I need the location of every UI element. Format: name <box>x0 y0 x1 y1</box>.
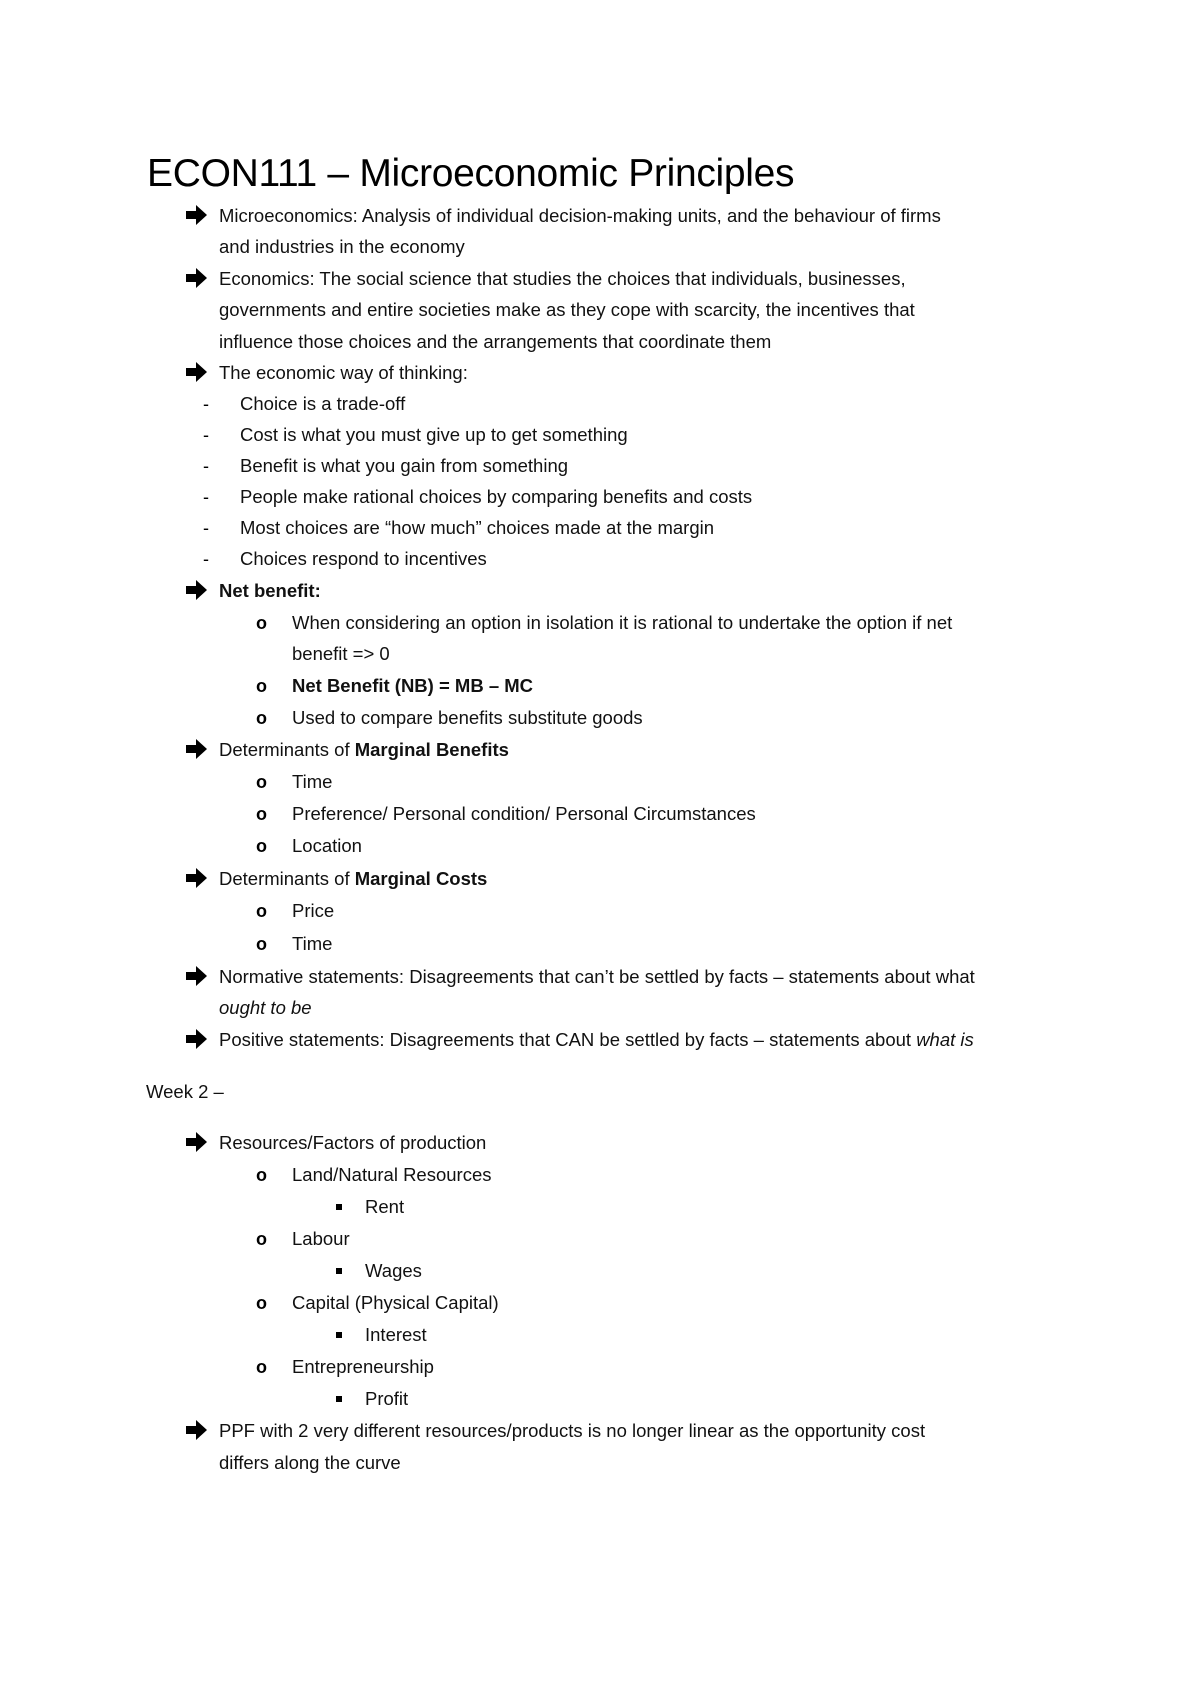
mb-point: Preference/ Personal condition/ Personal Circumstances <box>292 803 756 824</box>
square-bullet-icon <box>336 1387 342 1402</box>
factor-name: Land/Natural Resources <box>292 1164 492 1185</box>
way-point: People make rational choices by comparing benefits and costs <box>240 486 753 507</box>
bullet-net-benefit: Net benefit: <box>219 580 321 601</box>
marginal-benefits-term: Marginal Benefits <box>354 739 509 760</box>
week2-heading: Week 2 – <box>146 1081 224 1102</box>
arrow-right-icon <box>184 738 208 766</box>
o-bullet: o <box>256 836 267 856</box>
factor-return: Profit <box>365 1388 409 1409</box>
net-benefit-point-line1: When considering an option in isolation it is rational to undertake the option if net <box>292 612 953 633</box>
bullet-microeconomics-line1: Microeconomics: Analysis of individual decision-making units, and the behaviour of firms <box>219 205 941 226</box>
dash-bullet: - <box>203 518 209 538</box>
bullet-normative-line2: ought to be <box>219 997 312 1018</box>
net-benefit-point-line2: benefit => 0 <box>292 643 390 664</box>
factor-name: Capital (Physical Capital) <box>292 1292 499 1313</box>
way-point: Cost is what you must give up to get something <box>240 424 628 445</box>
o-bullet: o <box>256 901 267 921</box>
arrow-right-icon <box>184 1028 208 1056</box>
factor-name: Entrepreneurship <box>292 1356 434 1377</box>
arrow-right-icon <box>184 204 208 232</box>
bullet-marginal-benefits <box>219 738 509 762</box>
positive-prefix: Positive statements: Disagreements that CAN be settled by facts – statements about <box>219 1029 917 1050</box>
document-title: ECON111 – Microeconomic Principles <box>147 152 795 195</box>
way-point: Choice is a trade-off <box>240 393 406 414</box>
bullet-positive <box>219 1028 974 1052</box>
dash-bullet: - <box>203 394 209 414</box>
marginal-costs-term: Marginal Costs <box>354 868 488 889</box>
dash-bullet: - <box>203 425 209 445</box>
factor-return: Interest <box>365 1324 427 1345</box>
mc-point: Price <box>292 900 335 921</box>
dash-bullet: - <box>203 549 209 569</box>
way-point: Most choices are “how much” choices made at the margin <box>240 517 715 538</box>
way-point: Choices respond to incentives <box>240 548 487 569</box>
mb-point: Time <box>292 771 333 792</box>
factor-return: Rent <box>365 1196 405 1217</box>
arrow-right-icon <box>184 267 208 295</box>
square-bullet-icon <box>336 1195 342 1210</box>
positive-italic: what is <box>916 1029 974 1050</box>
arrow-right-icon <box>184 867 208 895</box>
o-bullet: o <box>256 708 267 728</box>
mb-point: Location <box>292 835 362 856</box>
dash-bullet: - <box>203 487 209 507</box>
bullet-microeconomics-line2: and industries in the economy <box>219 236 465 257</box>
dash-bullet: - <box>203 456 209 476</box>
o-bullet: o <box>256 1229 267 1249</box>
bullet-economic-way: The economic way of thinking: <box>219 362 468 383</box>
square-bullet-icon <box>336 1323 342 1338</box>
arrow-right-icon <box>184 579 208 607</box>
bullet-ppf-line1: PPF with 2 very different resources/products is no longer linear as the opportunity cost <box>219 1420 926 1441</box>
marginal-costs-prefix: Determinants of <box>219 868 355 889</box>
o-bullet: o <box>256 1357 267 1377</box>
bullet-normative-line1: Normative statements: Disagreements that can’t be settled by facts – statements about what <box>219 966 975 987</box>
bullet-ppf-line2: differs along the curve <box>219 1452 401 1473</box>
bullet-marginal-costs <box>219 867 487 891</box>
arrow-right-icon <box>184 1131 208 1159</box>
arrow-right-icon <box>184 1419 208 1447</box>
o-bullet: o <box>256 934 267 954</box>
o-bullet: o <box>256 1165 267 1185</box>
arrow-right-icon <box>184 965 208 993</box>
bullet-economics-line1: Economics: The social science that studies the choices that individuals, businesses, <box>219 268 906 289</box>
o-bullet: o <box>256 1293 267 1313</box>
way-point: Benefit is what you gain from something <box>240 455 569 476</box>
o-bullet: o <box>256 804 267 824</box>
factor-name: Labour <box>292 1228 350 1249</box>
mc-point: Time <box>292 933 333 954</box>
factor-return: Wages <box>365 1260 422 1281</box>
net-benefit-point: Used to compare benefits substitute goods <box>292 707 643 728</box>
net-benefit-formula: Net Benefit (NB) = MB – MC <box>292 675 534 696</box>
arrow-right-icon <box>184 361 208 389</box>
bullet-economics-line3: influence those choices and the arrangements that coordinate them <box>219 331 772 352</box>
o-bullet: o <box>256 772 267 792</box>
bullet-resources: Resources/Factors of production <box>219 1132 487 1153</box>
square-bullet-icon <box>336 1259 342 1274</box>
marginal-benefits-prefix: Determinants of <box>219 739 355 760</box>
o-bullet: o <box>256 676 267 696</box>
bullet-economics-line2: governments and entire societies make as they cope with scarcity, the incentives that <box>219 299 915 320</box>
o-bullet: o <box>256 613 267 633</box>
